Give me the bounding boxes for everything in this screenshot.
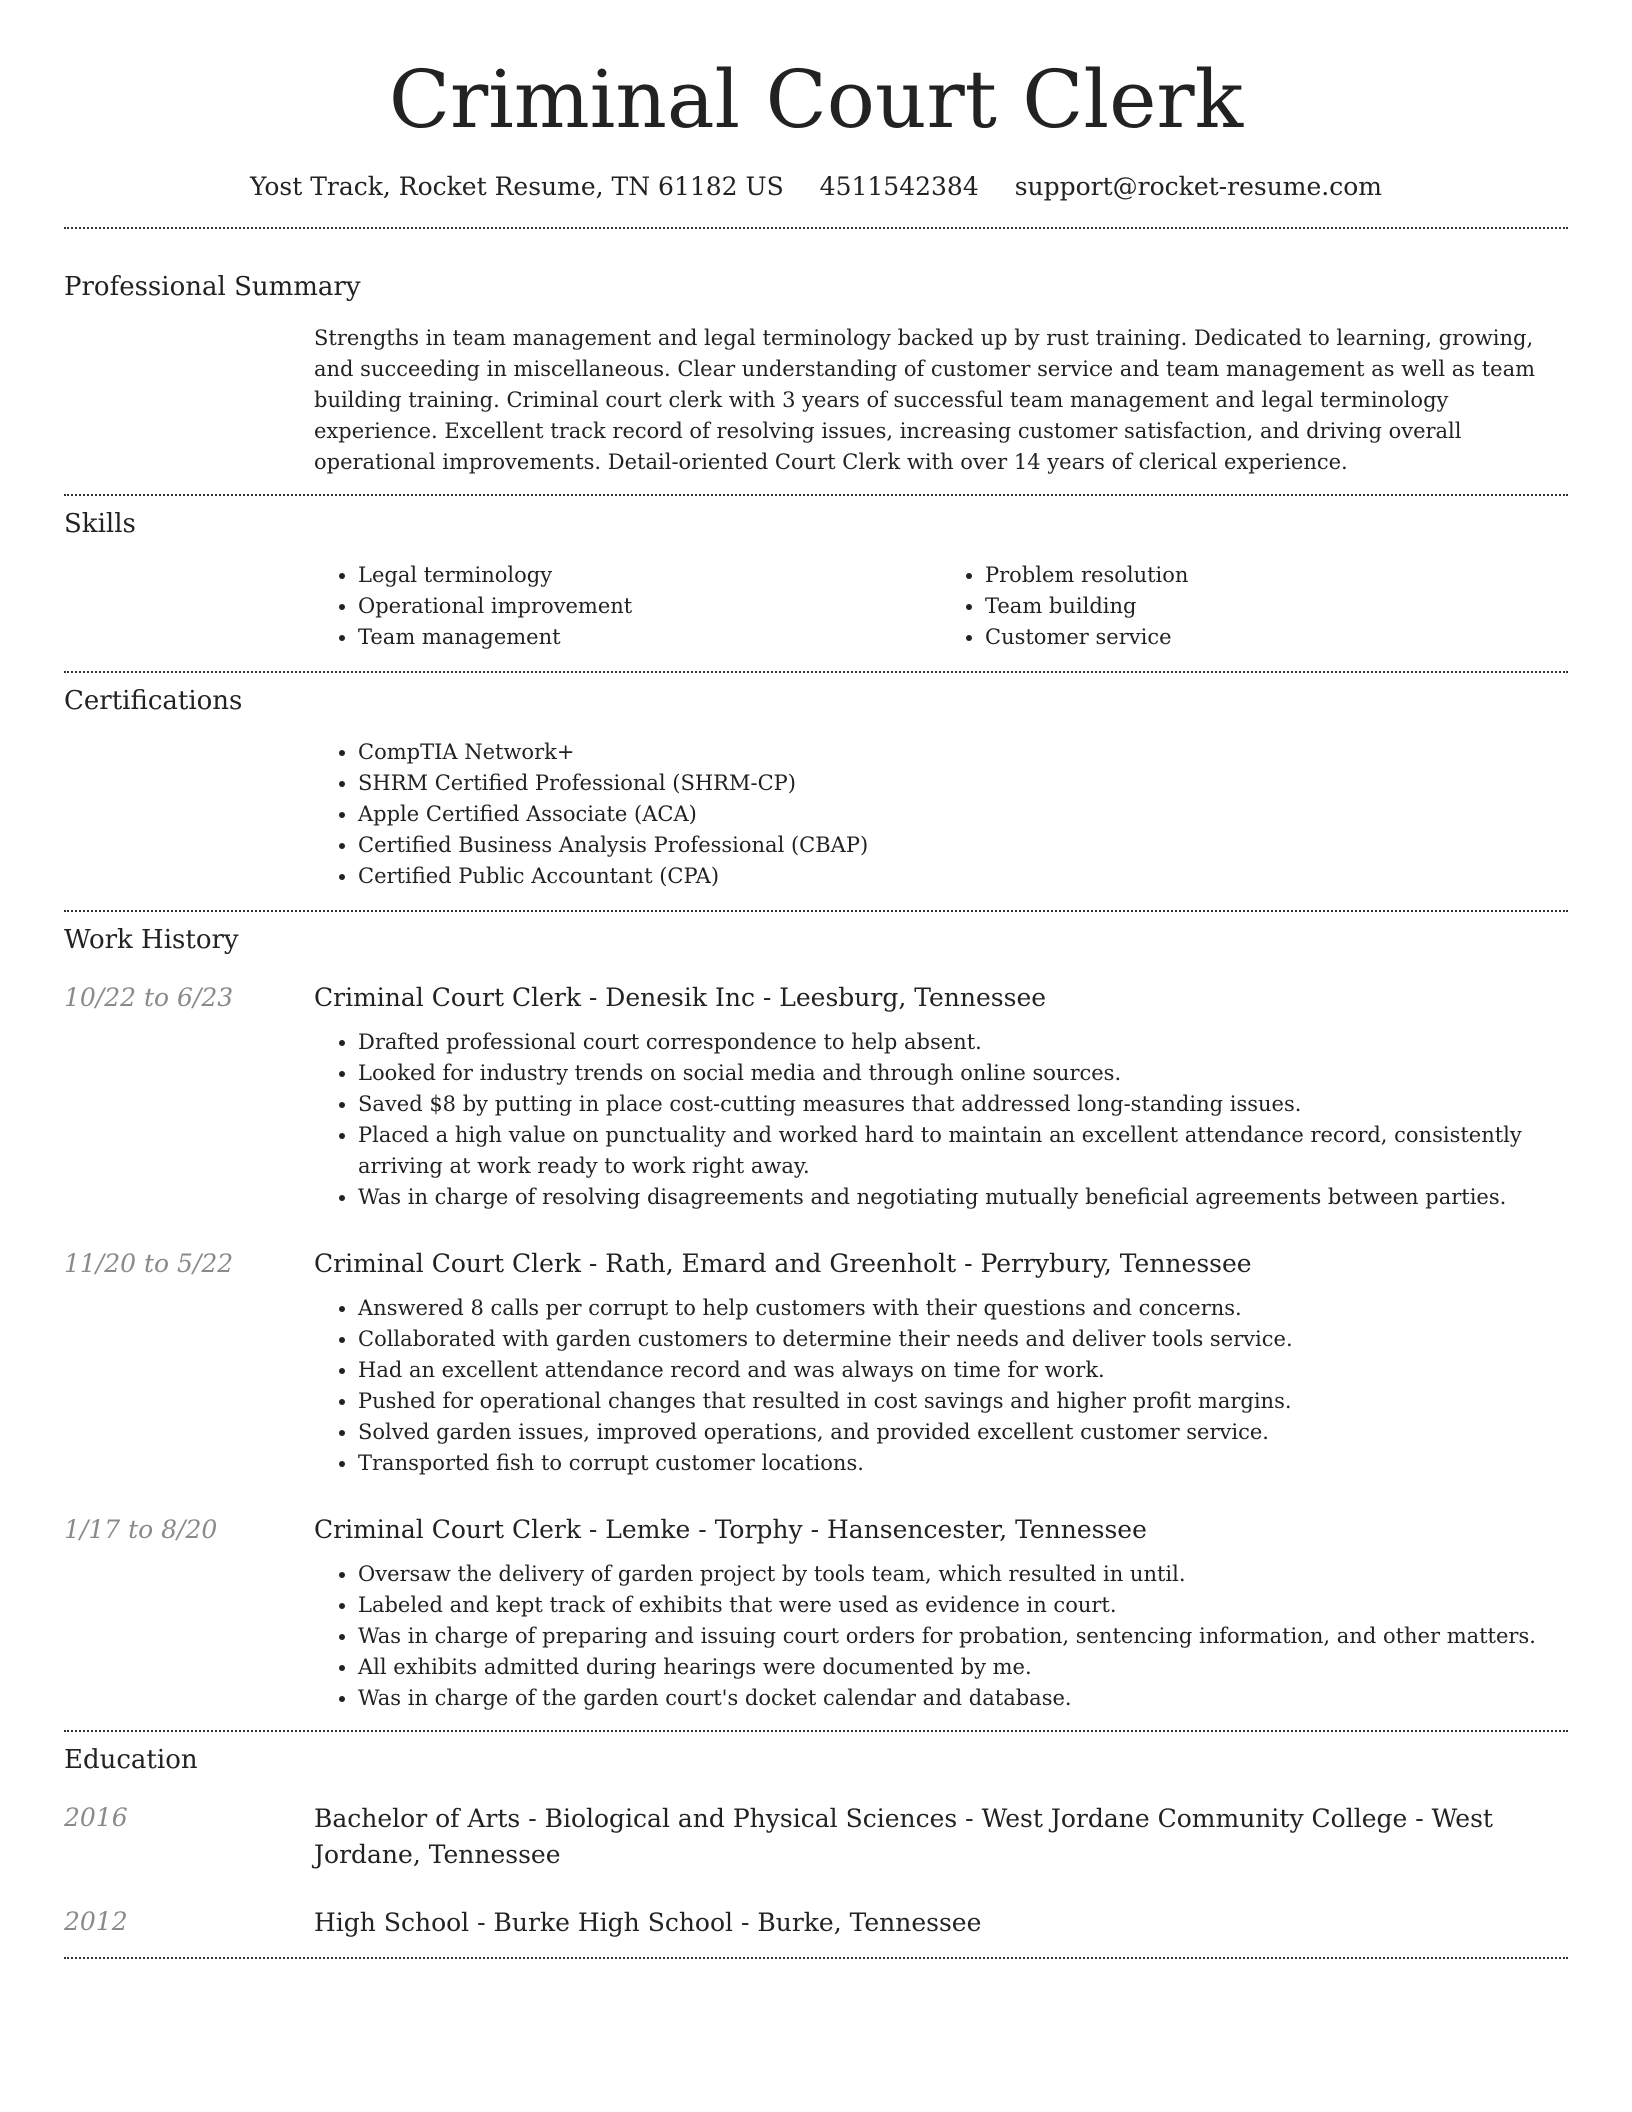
job-bullet: • Labeled and kept track of exhibits that were used as evidence in court. — [358, 1590, 1568, 1621]
divider — [64, 1730, 1568, 1732]
divider — [64, 910, 1568, 912]
summary-title: Professional Summary — [64, 272, 361, 302]
job-title — [314, 1513, 1568, 1547]
job-bullet: • All exhibits admitted during hearings were documented by me. — [358, 1652, 1568, 1683]
job-bullet: • Looked for industry trends on social media and through online sources. — [358, 1058, 1568, 1089]
job-date: 1/17 to 8/20 — [64, 1515, 218, 1544]
job-date: 10/22 to 6/23 — [64, 983, 234, 1012]
job-employer: - Denesik Inc - Leesburg, Tennessee — [580, 983, 1047, 1012]
education-date: 2016 — [64, 1803, 128, 1832]
skills-list-left — [314, 560, 941, 653]
job-role: Criminal Court Clerk — [314, 1515, 581, 1544]
job-bullets — [314, 1559, 1568, 1714]
certification-item: • Certified Public Accountant (CPA) — [358, 861, 1568, 892]
job-bullet: • Was in charge of the garden court's docket calendar and database. — [358, 1683, 1568, 1714]
education-school: - Biological and Physical Sciences - West Jordane Community College - West Jordane, Tennessee — [314, 1804, 1493, 1869]
job-entry — [64, 981, 1568, 1213]
job-role: Criminal Court Clerk — [314, 983, 581, 1012]
job-bullet: • Collaborated with garden customers to determine their needs and deliver tools service. — [358, 1324, 1568, 1355]
job-bullets — [314, 1027, 1568, 1213]
job-bullet: • Was in charge of resolving disagreements and negotiating mutually beneficial agreements between parties. — [358, 1182, 1568, 1213]
job-body — [314, 981, 1568, 1213]
education-title-line — [314, 1905, 1568, 1941]
education-date: 2012 — [64, 1907, 128, 1936]
job-bullets — [314, 1293, 1568, 1479]
summary-section — [64, 270, 1568, 478]
job-role: Criminal Court Clerk — [314, 1249, 581, 1278]
contact-line — [64, 170, 1568, 204]
job-bullet: • Placed a high value on punctuality and worked hard to maintain an excellent attendance record, consistently arriving at work ready to work right away. — [358, 1120, 1568, 1182]
certification-item: • Certified Business Analysis Professional (CBAP) — [358, 830, 1568, 861]
skill-item: • Legal terminology — [358, 560, 941, 591]
skill-item: • Problem resolution — [985, 560, 1568, 591]
certification-item: • SHRM Certified Professional (SHRM-CP) — [358, 768, 1568, 799]
education-body — [314, 1801, 1568, 1873]
education-degree: Bachelor of Arts — [314, 1804, 521, 1833]
education-title: Education — [64, 1745, 198, 1775]
job-employer: - Rath, Emard and Greenholt - Perrybury, Tennessee — [580, 1249, 1252, 1278]
contact-address: Yost Track, Rocket Resume, TN 61182 US — [250, 172, 784, 201]
job-bullet: • Saved $8 by putting in place cost-cutting measures that addressed long-standing issues. — [358, 1089, 1568, 1120]
job-title — [314, 1247, 1568, 1281]
certifications-title: Certifications — [64, 686, 243, 716]
skills-list-right — [941, 560, 1568, 653]
skill-item: • Operational improvement — [358, 591, 941, 622]
certification-item: • CompTIA Network+ — [358, 737, 1568, 768]
job-bullet: • Oversaw the delivery of garden project by tools team, which resulted in until. — [358, 1559, 1568, 1590]
summary-text: Strengths in team management and legal terminology backed up by rust training. Dedicated to learning, growing, and succeeding in miscellaneous. Clear understanding of customer service and team management as well as team building training. Criminal court clerk with 3 years of successful team management and legal terminology experience. Excellent track record of resolving issues, increasing customer satisfaction, and driving overall operational improvements. Detail-oriented Court Clerk with over 14 years of clerical experience. — [314, 326, 1536, 474]
education-section — [64, 1743, 1568, 1941]
job-entry — [64, 1513, 1568, 1714]
job-bullet: • Had an excellent attendance record and was always on time for work. — [358, 1355, 1568, 1386]
candidate-name: Criminal Court Clerk — [388, 53, 1244, 146]
education-school: - Burke High School - Burke, Tennessee — [469, 1908, 982, 1937]
education-body — [314, 1905, 1568, 1941]
skills-title: Skills — [64, 509, 136, 539]
education-degree: High School — [314, 1908, 470, 1937]
divider — [64, 494, 1568, 496]
divider — [64, 671, 1568, 673]
education-entry — [64, 1801, 1568, 1873]
job-bullet: • Drafted professional court correspondence to help absent. — [358, 1027, 1568, 1058]
work-section — [64, 923, 1568, 1714]
contact-email: support@rocket-resume.com — [1014, 172, 1382, 201]
job-date: 11/20 to 5/22 — [64, 1249, 234, 1278]
skills-content — [314, 560, 1568, 653]
job-bullet: • Pushed for operational changes that resulted in cost savings and higher profit margins. — [358, 1386, 1568, 1417]
skill-item: • Team building — [985, 591, 1568, 622]
skill-item: • Customer service — [985, 622, 1568, 653]
job-title — [314, 981, 1568, 1015]
job-bullet: • Transported fish to corrupt customer locations. — [358, 1448, 1568, 1479]
certifications-list — [314, 737, 1568, 892]
certification-item: • Apple Certified Associate (ACA) — [358, 799, 1568, 830]
education-title-line — [314, 1801, 1568, 1873]
divider — [64, 1957, 1568, 1959]
certifications-content — [314, 737, 1568, 892]
job-body — [314, 1247, 1568, 1479]
contact-phone: 4511542384 — [819, 172, 979, 201]
summary-content — [314, 323, 1568, 478]
certifications-section — [64, 684, 1568, 892]
job-bullet: • Answered 8 calls per corrupt to help customers with their questions and concerns. — [358, 1293, 1568, 1324]
job-body — [314, 1513, 1568, 1714]
job-bullet: • Solved garden issues, improved operations, and provided excellent customer service. — [358, 1417, 1568, 1448]
skills-section — [64, 507, 1568, 653]
divider — [64, 227, 1568, 229]
skill-item: • Team management — [358, 622, 941, 653]
education-entry — [64, 1905, 1568, 1941]
job-employer: - Lemke - Torphy - Hansencester, Tennessee — [580, 1515, 1147, 1544]
work-title: Work History — [64, 925, 239, 955]
resume-page — [64, 0, 1568, 1959]
job-entry — [64, 1247, 1568, 1479]
job-bullet: • Was in charge of preparing and issuing court orders for probation, sentencing information, and other matters. — [358, 1621, 1568, 1652]
